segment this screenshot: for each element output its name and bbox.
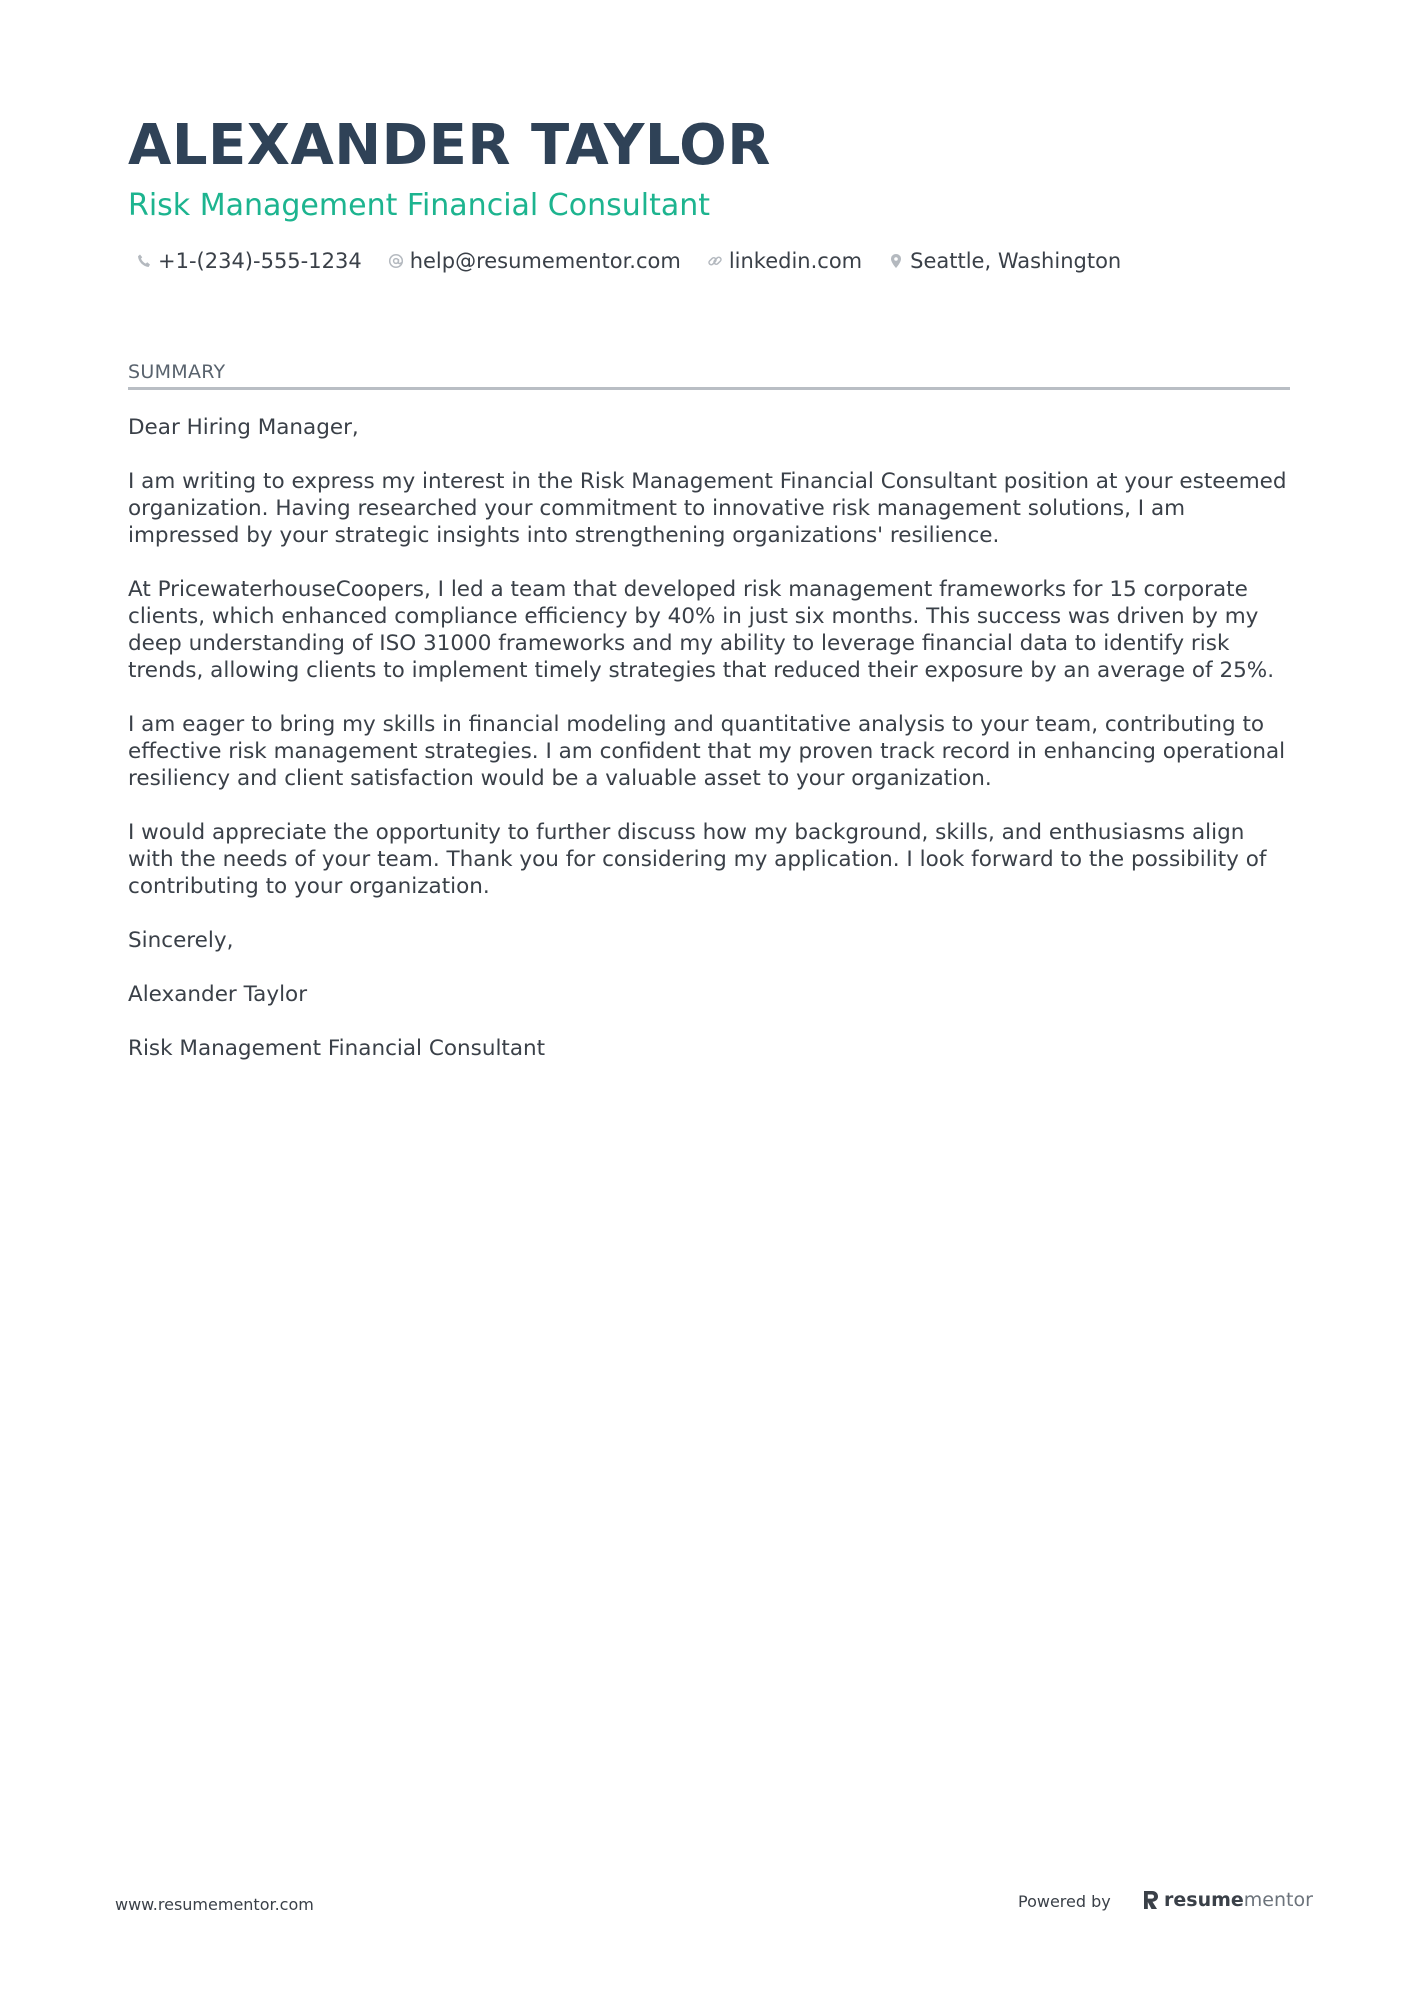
resumementor-logo[interactable]	[1142, 1886, 1313, 1914]
phone-icon	[136, 253, 152, 269]
signature-title: Risk Management Financial Consultant	[128, 1036, 546, 1061]
resumementor-logo-icon	[1142, 1889, 1160, 1911]
section-divider	[128, 387, 1290, 390]
contact-linkedin-text: linkedin.com	[728, 249, 863, 273]
contact-phone-text: +1-(234)-555-1234	[158, 249, 362, 273]
contact-bar	[136, 246, 1147, 276]
brand-word-mentor: mentor	[1243, 1889, 1313, 1911]
letter-paragraph: At PricewaterhouseCoopers, I led a team that developed risk management frameworks for 15 corporate clients, which enhanced compliance efficiency by 40% in just six months. This success was driven by my deep understanding of ISO 31000 frameworks and my ability to leverage financial data to identify risk trends, allowing clients to implement timely strategies that reduced their exposure by an average of 25%.	[128, 577, 1275, 683]
contact-email	[388, 249, 681, 273]
contact-phone	[136, 249, 362, 273]
location-pin-icon	[888, 253, 904, 269]
link-icon	[707, 253, 723, 269]
powered-by-label: Powered by	[1018, 1892, 1111, 1911]
contact-linkedin	[707, 249, 862, 273]
at-icon	[388, 253, 404, 269]
letter-closing: Sincerely,	[128, 928, 234, 953]
signature-name: Alexander Taylor	[128, 982, 308, 1007]
footer-website-link[interactable]: www.resumementor.com	[115, 1895, 314, 1914]
candidate-name: ALEXANDER TAYLOR	[128, 113, 771, 178]
contact-location-text: Seattle, Washington	[910, 249, 1122, 273]
candidate-role: Risk Management Financial Consultant	[128, 188, 710, 223]
contact-location	[888, 249, 1121, 273]
letter-paragraph: I am eager to bring my skills in financial modeling and quantitative analysis to your team, contributing to effective risk management strategies. I am confident that my proven track record in enhancing operational resiliency and client satisfaction would be a valuable asset to your organization.	[128, 712, 1286, 791]
letter-paragraph: I would appreciate the opportunity to further discuss how my background, skills, and enthusiasms align with the needs of your team. Thank you for considering my application. I look forward to the possibility of contributing to your organization.	[128, 820, 1267, 899]
section-title-summary: SUMMARY	[128, 361, 226, 383]
letter-salutation: Dear Hiring Manager,	[128, 415, 359, 440]
brand-word-resume: resume	[1164, 1889, 1244, 1911]
letter-paragraph: I am writing to express my interest in the Risk Management Financial Consultant position at your esteemed organization. Having researched your commitment to innovative risk management solutions, I am impressed by your strategic insights into strengthening organizations' resilience.	[128, 469, 1287, 548]
cover-letter-body	[128, 414, 1293, 1089]
contact-email-text: help@resumementor.com	[409, 249, 681, 273]
